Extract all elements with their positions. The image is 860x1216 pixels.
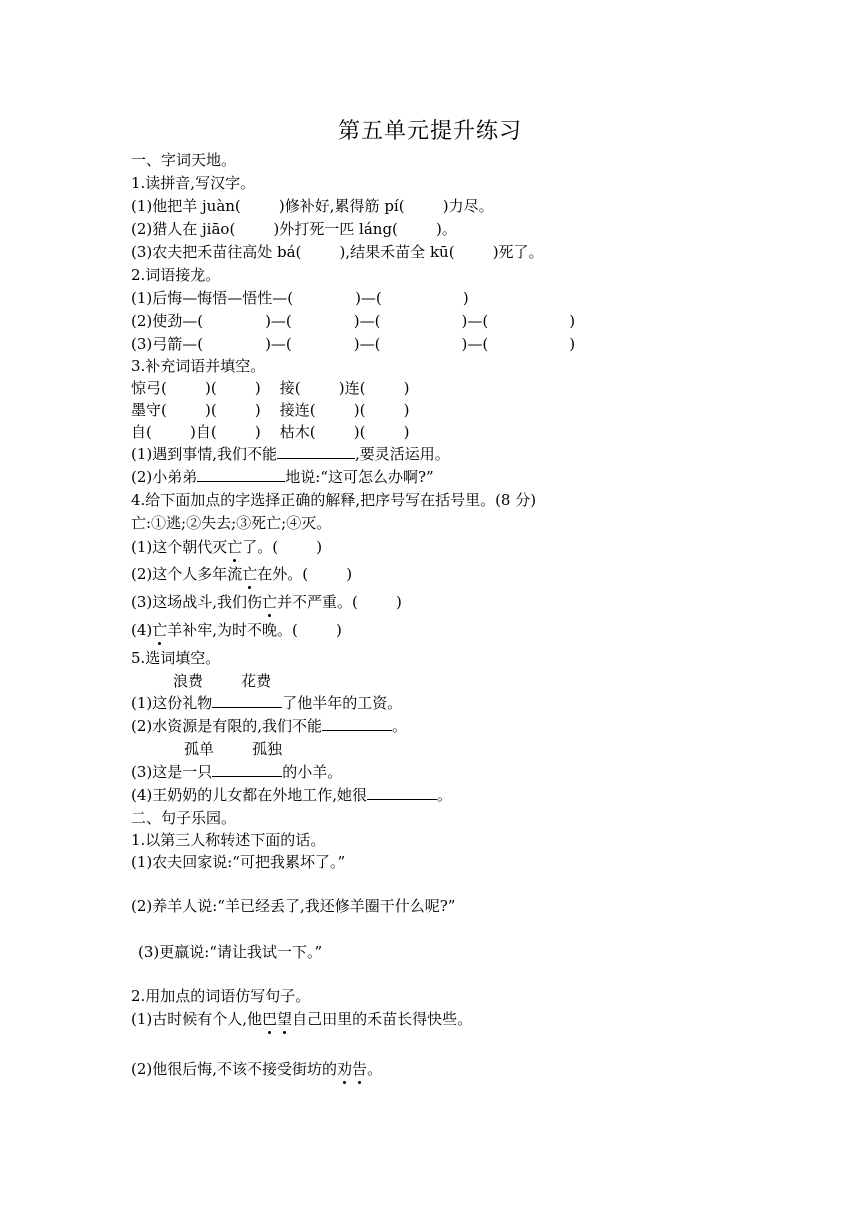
s2-q2-l1-text-d: 自己田里的禾苗长得快些。 xyxy=(292,1010,473,1028)
s2-q2-l1-dotted-1: 巴 xyxy=(262,1010,278,1028)
q5-l3-text-b: 的小羊。 xyxy=(282,763,343,781)
s2-q2-l2-dotted-1: 劝 xyxy=(337,1060,353,1078)
q3-row-2: 墨守( )( ) 接连( )( ) xyxy=(131,401,410,419)
q2-line-3: (3)弓箭—( )—( )—( )—( ) xyxy=(131,335,576,353)
s2-q1-line-2: (2)养羊人说:“羊已经丢了,我还修羊圈干什么呢?” xyxy=(131,897,456,915)
answer-blank[interactable] xyxy=(212,693,282,708)
section-2-heading: 二、句子乐园。 xyxy=(131,809,237,827)
q4-l4-text-c: 羊补牢,为时不晚。( ) xyxy=(167,621,342,639)
q3-s2-text-b: 地说:“这可怎么办啊?” xyxy=(285,468,434,486)
s2-q2-l2-text-d: 。 xyxy=(367,1060,383,1078)
q4-l4-text-a: (4) xyxy=(131,621,153,639)
answer-blank[interactable] xyxy=(367,785,437,800)
q5-line-1 xyxy=(131,693,402,713)
q4-title: 4.给下面加点的字选择正确的解释,把序号写在括号里。(8 分) xyxy=(131,491,537,509)
q5-l1-text-a: (1)这份礼物 xyxy=(131,694,213,712)
s2-q2-l1-text-a: (1)古时候有个人,他 xyxy=(131,1010,263,1028)
q4-l1-text-a: (1)这个朝代灭 xyxy=(131,538,228,556)
s2-q2-title: 2.用加点的词语仿写句子。 xyxy=(131,987,311,1005)
q4-l1-text-c: 了。( ) xyxy=(242,538,323,556)
s2-q2-l2-dotted-2: 告 xyxy=(352,1060,368,1078)
q4-l2-dotted-char: 亡 xyxy=(242,565,258,583)
s2-q1-line-3: (3)更羸说:“请让我试一下。” xyxy=(138,943,323,961)
q5-l2-text-a: (2)水资源是有限的,我们不能 xyxy=(131,717,323,735)
q5-l4-text-b: 。 xyxy=(437,786,453,804)
q1-title: 1.读拼音,写汉字。 xyxy=(131,174,256,192)
q4-l2-text-c: 在外。( ) xyxy=(257,565,353,583)
s2-q1-line-1: (1)农夫回家说:“可把我累坏了。” xyxy=(131,853,346,871)
q4-line-4 xyxy=(131,620,342,640)
answer-blank[interactable] xyxy=(322,716,392,731)
q4-line-1 xyxy=(131,537,322,557)
q4-l4-dotted-char: 亡 xyxy=(152,621,168,639)
answer-blank[interactable] xyxy=(197,467,285,482)
q3-s1-text-a: (1)遇到事情,我们不能 xyxy=(131,445,278,463)
q2-title: 2.词语接龙。 xyxy=(131,266,221,284)
q5-l4-text-a: (4)王奶奶的儿女都在外地工作,她很 xyxy=(131,786,368,804)
s2-q2-l2-text-a: (2)他很后悔,不该不接受街坊的 xyxy=(131,1060,338,1078)
q3-sentence-1 xyxy=(131,444,450,464)
q2-line-2: (2)使劲—( )—( )—( )—( ) xyxy=(131,312,576,330)
q5-line-2 xyxy=(131,716,407,736)
q3-title: 3.补充词语并填空。 xyxy=(131,357,266,375)
q5-line-3 xyxy=(131,762,342,782)
page-title: 第五单元提升练习 xyxy=(337,119,522,144)
q4-l2-text-a: (2)这个人多年流 xyxy=(131,565,243,583)
q5-word-choices-1: 浪费 花费 xyxy=(173,672,272,690)
q3-sentence-2 xyxy=(131,467,434,487)
q4-options: 亡:①逃;②失去;③死亡;④灭。 xyxy=(131,514,332,532)
section-1-heading: 一、字词天地。 xyxy=(131,151,237,169)
q4-l1-dotted-char: 亡 xyxy=(227,538,243,556)
q4-l3-text-c: 并不严重。( ) xyxy=(277,593,402,611)
s2-q2-line-1 xyxy=(131,1009,472,1029)
q2-line-1: (1)后悔—悔悟—悟性—( )—( ) xyxy=(131,289,469,307)
q1-line-3: (3)农夫把禾苗往高处 bá( ),结果禾苗全 kū( )死了。 xyxy=(131,243,544,261)
q3-row-3: 自( )自( ) 枯木( )( ) xyxy=(131,423,410,441)
q5-word-choices-2: 孤单 孤独 xyxy=(184,740,283,758)
q1-line-1: (1)他把羊 juàn( )修补好,累得筋 pí( )力尽。 xyxy=(131,197,494,215)
s2-q2-line-2 xyxy=(131,1059,382,1079)
q3-s2-text-a: (2)小弟弟 xyxy=(131,468,198,486)
q5-title: 5.选词填空。 xyxy=(131,649,221,667)
s2-q2-l1-dotted-2: 望 xyxy=(277,1010,293,1028)
q5-line-4 xyxy=(131,785,452,805)
q3-s1-text-b: ,要灵活运用。 xyxy=(355,445,450,463)
q4-l3-text-a: (3)这场战斗,我们伤 xyxy=(131,593,263,611)
answer-blank[interactable] xyxy=(212,762,282,777)
q1-line-2: (2)猎人在 jiāo( )外打死一匹 láng( )。 xyxy=(131,220,457,238)
s2-q1-title: 1.以第三人称转述下面的话。 xyxy=(131,831,326,849)
q4-line-3 xyxy=(131,592,402,612)
answer-blank[interactable] xyxy=(277,444,355,459)
q5-l2-text-b: 。 xyxy=(392,717,408,735)
q5-l1-text-b: 了他半年的工资。 xyxy=(282,694,403,712)
q4-line-2 xyxy=(131,564,352,584)
q4-l3-dotted-char: 亡 xyxy=(262,593,278,611)
q3-row-1: 惊弓( )( ) 接( )连( ) xyxy=(131,379,410,397)
q5-l3-text-a: (3)这是一只 xyxy=(131,763,213,781)
